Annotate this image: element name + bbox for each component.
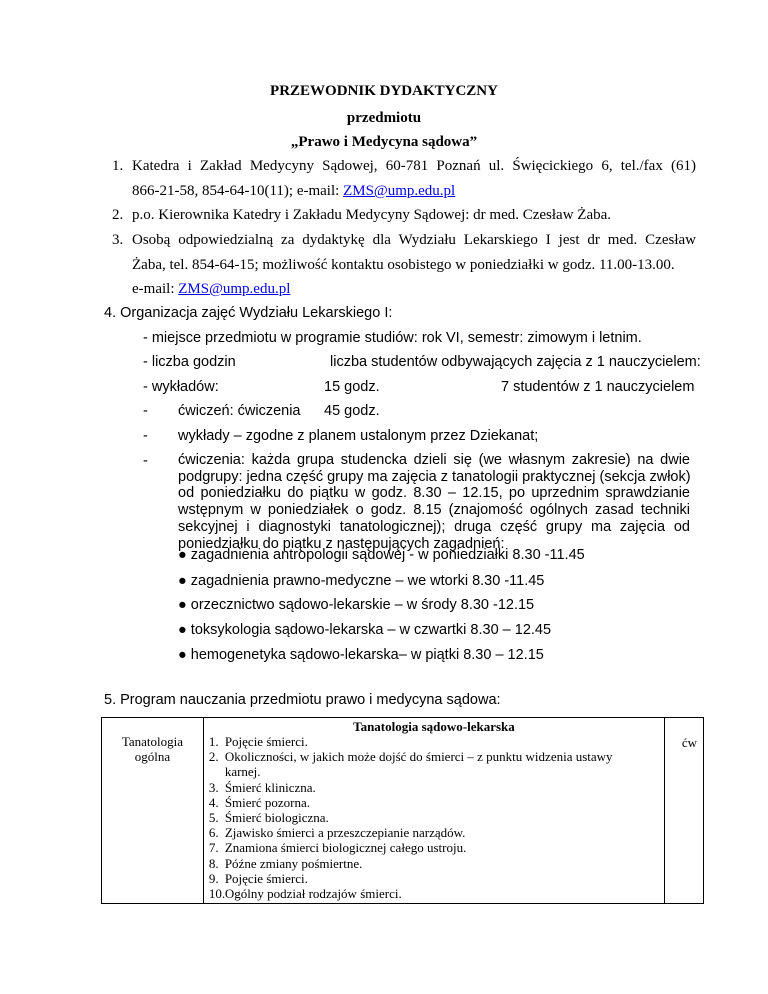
lectures-label: - wykładów: (143, 379, 219, 395)
subject-name: „Prawo i Medycyna sądowa” (290, 134, 478, 150)
topic-text: Śmierć biologiczna. (224, 810, 329, 826)
dash-exercises-desc: - (143, 453, 148, 469)
email-link-1[interactable]: ZMS@ump.edu.pl (343, 183, 456, 199)
type-cell (665, 718, 704, 904)
topic-text: Zjawisko śmierci a przeszczepianie narządów. (224, 825, 466, 841)
section-title: Tanatologia sądowo-lekarska (353, 719, 515, 734)
program-table (101, 717, 704, 904)
topic-number: 10. (208, 886, 226, 902)
topic-row (209, 749, 664, 764)
lectures-hours: 15 godz. (324, 379, 380, 395)
topic-toxicology: ● toksykologia sądowo-lekarska – w czwartki 8.30 – 12.45 (178, 622, 552, 638)
topic-text: Późne zmiany pośmiertne. (224, 855, 363, 871)
item-5-title: 5. Program nauczania przedmiotu prawo i medycyna sądowa: (104, 692, 501, 708)
topic-text: karnej. (224, 764, 261, 780)
topic-number: 2. (208, 749, 219, 765)
exercises-label: ćwiczeń: ćwiczenia (178, 403, 301, 419)
topic-number: 8. (208, 855, 219, 871)
item-4-title: 4. Organizacja zajęć Wydziału Lekarskiego I: (104, 305, 393, 321)
document-subtitle: przedmiotu (346, 110, 422, 126)
type-label: ćw (681, 735, 697, 750)
topic-anthropology: ● zagadnienia antropologii sądowej - w poniedziałki 8.30 -11.45 (178, 547, 585, 563)
topic-row (209, 886, 664, 901)
topic-row (209, 840, 664, 855)
dash-lectures-note: - (143, 428, 148, 444)
topic-row (209, 764, 664, 779)
item-2-text: p.o. Kierownika Katedry i Zakładu Medycyny Sądowej: dr med. Czesław Żaba. (132, 207, 612, 223)
topics-list (204, 734, 664, 901)
item-2-number: 2. (112, 207, 124, 223)
item-3-line-2: Żaba, tel. 854-64-15; możliwość kontaktu osobistego w poniedziałki w godz. 11.00-13.00. (132, 257, 675, 273)
topic-number: 7. (208, 840, 219, 856)
item-3-number: 3. (112, 232, 124, 248)
topic-row (209, 810, 664, 825)
document-title: PRZEWODNIK DYDAKTYCZNY (270, 83, 498, 99)
students-label: liczba studentów odbywających zajęcia z 1 nauczycielem: (330, 354, 701, 370)
topic-number: 1. (208, 734, 219, 749)
topic-legal-medical: ● zagadnienia prawno-medyczne – we wtorki 8.30 -11.45 (178, 573, 545, 589)
item-3-line-3: e-mail: ZMS@ump.edu.pl (132, 281, 291, 297)
dash-exercises: - (143, 403, 148, 419)
lectures-students: 7 studentów z 1 nauczycielem (501, 379, 695, 395)
category-line-2: ogólna (134, 749, 171, 764)
topic-text: Znamiona śmierci biologicznej całego ustroju. (224, 840, 467, 856)
topic-number: 9. (208, 870, 219, 886)
topic-text: Pojęcie śmierci. (224, 734, 308, 749)
topic-row (209, 825, 664, 840)
topic-text: Śmierć kliniczna. (224, 779, 316, 795)
topic-hemogenetics: ● hemogenetyka sądowo-lekarska– w piątki 8.30 – 12.15 (178, 647, 544, 663)
item-1-line-2: 866-21-58, 854-64-10(11); e-mail: ZMS@ump.edu.pl (132, 183, 456, 199)
topic-row (209, 856, 664, 871)
item-1-number: 1. (112, 158, 124, 174)
topic-row (209, 871, 664, 886)
category-cell (102, 718, 204, 904)
place-in-program: - miejsce przedmiotu w programie studiów: rok VI, semestr: zimowym i letnim. (143, 330, 642, 346)
exercises-description: ćwiczenia: każda grupa studencka dzieli się (we własnym zakresie) na dwie podgrupy: jedna część grupy ma zajęcia z tanatologii praktycznej (sekcja zwłok) od poniedziałku do piątku w godz. 8.30 – 12.15, po uprzednim sprawdzianie wstępnym w poniedziałek o godz. 8.15 (znajomość ogólnych zasad techniki sekcyjnej i diagnostyki tanatologicznej); druga część grupy ma zajęcia od poniedziałku do piątku z następujących zagadnień: (178, 452, 691, 552)
topic-text: Śmierć pozorna. (224, 794, 311, 810)
topic-number: 6. (208, 825, 219, 841)
topic-text: Ogólny podział rodzajów śmierci. (224, 886, 402, 902)
topic-number: 3. (208, 779, 219, 795)
topic-number: 5. (208, 810, 219, 826)
email-link-2[interactable]: ZMS@ump.edu.pl (178, 281, 291, 297)
topics-cell (203, 718, 664, 904)
topic-number: 4. (208, 794, 219, 810)
exercises-hours: 45 godz. (324, 403, 380, 419)
hours-label: - liczba godzin (143, 354, 236, 370)
category-line-1: Tanatologia (121, 734, 183, 749)
topic-row (209, 780, 664, 795)
topic-jurisprudence: ● orzecznictwo sądowo-lekarskie – w środy 8.30 -12.15 (178, 597, 535, 613)
topic-text: Okoliczności, w jakich może dojść do śmierci – z punktu widzenia ustawy (224, 749, 613, 765)
topic-row (209, 795, 664, 810)
lectures-note: wykłady – zgodne z planem ustalonym przez Dziekanat; (178, 428, 539, 444)
topic-text: Pojęcie śmierci. (224, 870, 308, 886)
item-1-line-1: Katedra i Zakład Medycyny Sądowej, 60-781 Poznań ul. Święcickiego 6, tel./fax (61) (132, 158, 696, 174)
item-3-line-1: Osobą odpowiedzialną za dydaktykę dla Wydziału Lekarskiego I jest dr med. Czesław (132, 232, 696, 248)
topic-row (209, 734, 664, 749)
